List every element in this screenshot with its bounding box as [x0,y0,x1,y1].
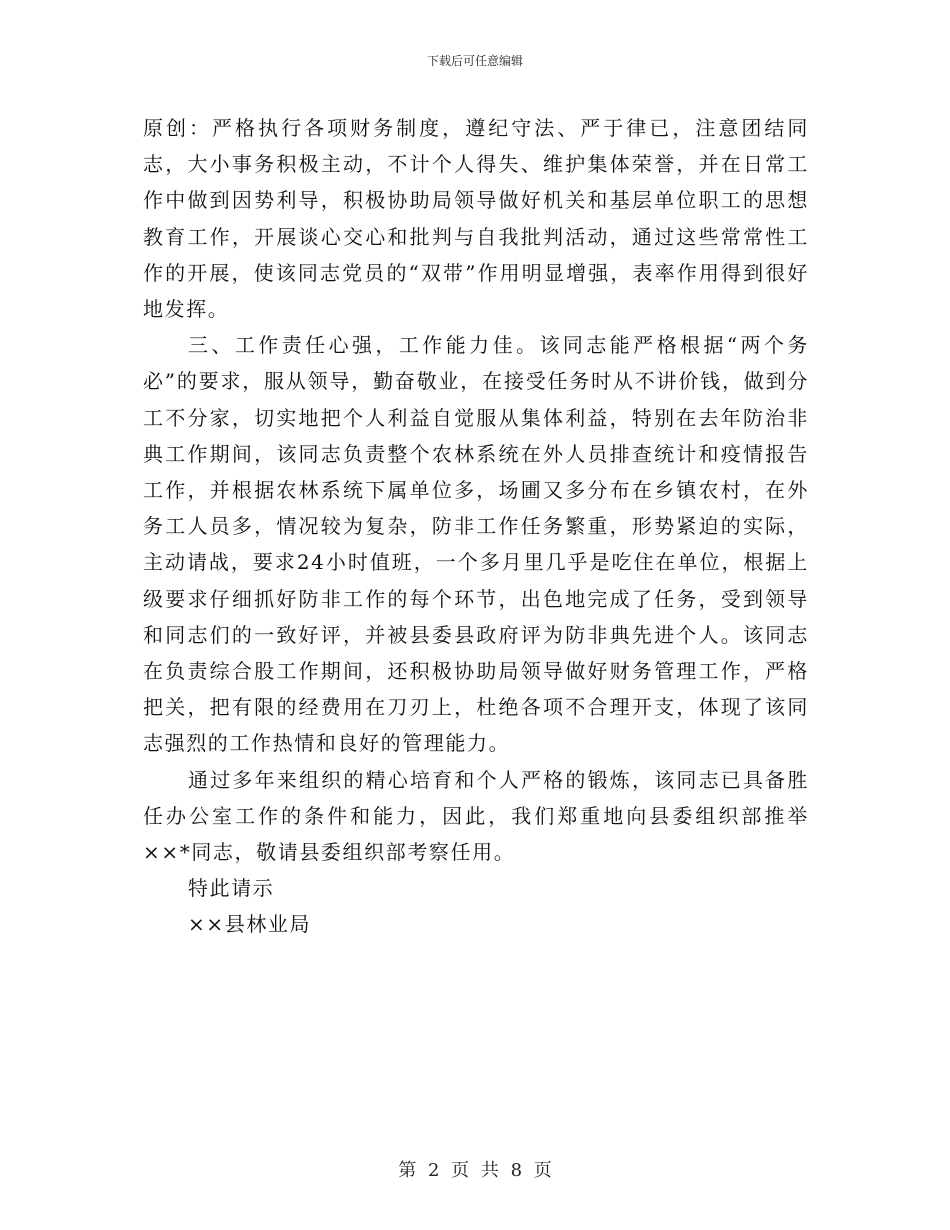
paragraph-recommendation: 通过多年来组织的精心培育和个人严格的锻炼，该同志已具备胜任办公室工作的条件和能力，因此，我们郑重地向县委组织部推举××*同志，敬请县委组织部考察任用。 [143,767,809,865]
paragraph-section-three: 三、工作责任心强，工作能力佳。该同志能严格根据“两个务必”的要求，服从领导，勤奋敬业，在接受任务时从不讲价钱，做到分工不分家，切实地把个人利益自觉服从集体利益，特别在去年防治非典工作期间，该同志负责整个农林系统在外人员排查统计和疫情报告工作，并根据农林系统下属单位多，场圃又多分布在乡镇农村，在外务工人员多，情况较为复杂，防非工作任务繁重，形势紧迫的实际，主动请战，要求24小时值班，一个多月里几乎是吃住在单位，根据上级要求仔细抓好防非工作的每个环节，出色地完成了任务，受到领导和同志们的一致好评，并被县委县政府评为防非典先进个人。该同志在负责综合股工作期间，还积极协助局领导做好财务管理工作，严格把关，把有限的经费用在刀刃上，杜绝各项不合理开支，体现了该同志强烈的工作热情和良好的管理能力。 [143,333,809,756]
document-body [143,110,809,943]
page-number-footer: 第 2 页 共 8 页 [398,1160,552,1181]
page-header: 下载后可任意编辑 [426,54,523,68]
signature-organization: ××县林业局 [188,912,312,937]
closing-phrase: 特此请示 [188,876,275,901]
paragraph-continuation: 原创：严格执行各项财务制度，遵纪守法、严于律已，注意团结同志，大小事务积极主动，不计个人得失、维护集体荣誉，并在日常工作中做到因势利导，积极协助局领导做好机关和基层单位职工的思想教育工作，开展谈心交心和批判与自我批判活动，通过这些常常性工作的开展，使该同志党员的“双带”作用明显增强，表率作用得到很好地发挥。 [143,116,809,322]
